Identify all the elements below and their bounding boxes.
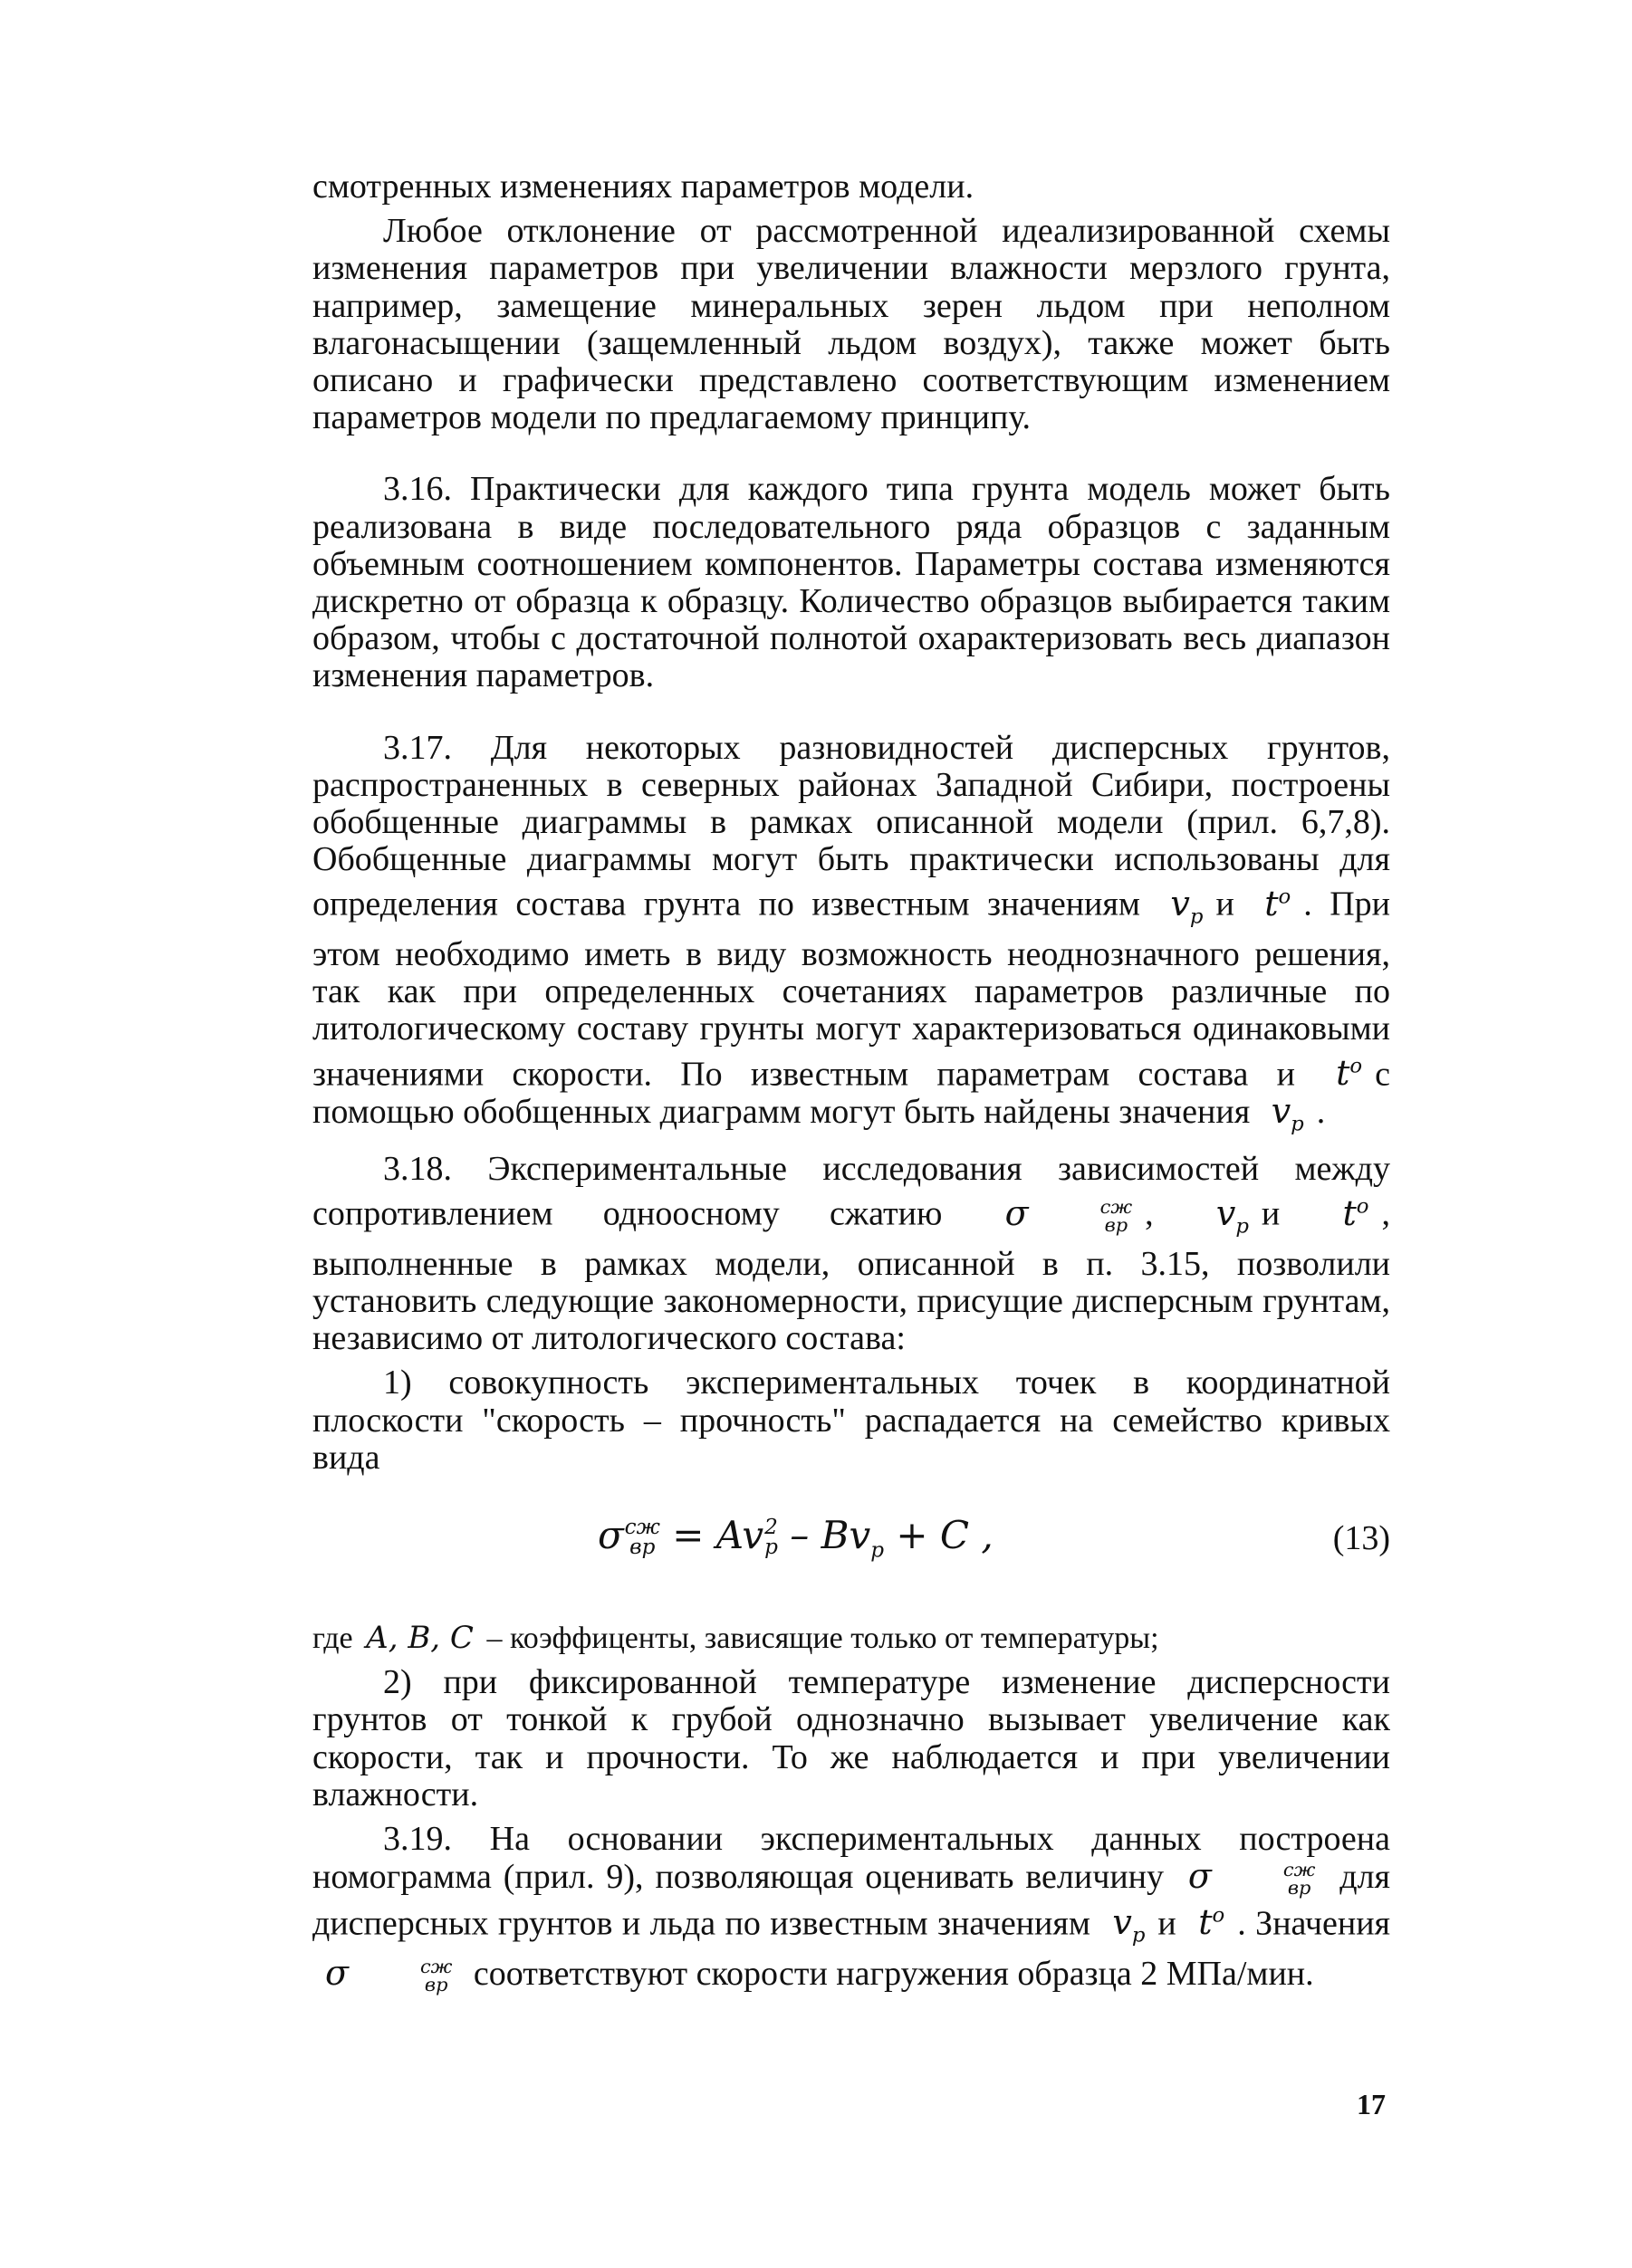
paragraph-3-16: 3.16. Практически для каждого типа грунта модель может быть реализована в виде последовательного ряда образцов с заданным объемным соотношением компонентов. Параметры состава изменяются дискретно от образца к образцу. Количество образцов выбирается таким образом, чтобы с достаточной полнотой охарактеризовать весь диапазон изменения параметров. (312, 470, 1390, 695)
paragraph-3-17 (312, 730, 1390, 1144)
p19-text-3: и (1157, 1904, 1176, 1943)
p19-text-5: соответствуют скорости нагружения образца 2 МПа/мин. (473, 1955, 1314, 1994)
formula-expression: σ сж вр = Av 2 p – $Bv_p + C$ , (598, 1513, 994, 1563)
p18-text-3: и (1261, 1195, 1281, 1234)
formula-13 (312, 1504, 1390, 1585)
p19-text-1: 3.19. На основании экспериментальных данных построена номограмма (прил. 9), позволяющая оценивать величину (312, 1820, 1390, 1897)
p18-text-4: , выполненные в рамках модели, описанной в п. 3.15, позволили установить следующие закономерности, присущие дисперсным грунтам, независимо от литологического состава: (312, 1195, 1391, 1358)
paragraph-3-19 (312, 1821, 1390, 1994)
body-text (312, 168, 1390, 1994)
temperature-symbol: $t^o$ (1336, 1053, 1363, 1094)
p19-text-2: для дисперсных грунтов и льда по известным значениям (312, 1858, 1391, 1943)
page-number: 17 (1357, 2088, 1386, 2120)
temperature-symbol: $t^o$ (1198, 1902, 1225, 1943)
paragraph-3-18 (312, 1151, 1390, 1357)
p17-text-2: и (1215, 885, 1234, 924)
velocity-symbol: $v_p$ (1271, 1091, 1304, 1136)
list-item-1: 1) совокупность экспериментальных точек в координатной плоскости "скорость – прочность" распадается на семейство кривых вида (312, 1364, 1390, 1477)
p19-text-4: . Значения (1237, 1904, 1391, 1943)
paragraph-model-deviation: Любое отклонение от рассмотренной идеализированной схемы изменения параметров при увеличении влажности мерзлого грунта, например, замещение минеральных зерен льдом при неполном влагонасыщении (защемленный льдом воздух), также может быть описано и графически представлено соответствующим изменением параметров модели по предлагаемому принципу. (312, 212, 1390, 437)
equation-number: (13) (1332, 1519, 1390, 1558)
p17-text-1: 3.17. Для некоторых разновидностей дисперсных грунтов, распространенных в северных районах Западной Сибири, построены обобщенные диаграммы в рамках описанной модели (прил. 6,7,8). Обобщенные диаграммы могут быть практически использованы для определения состава грунта по известным значениям (312, 728, 1390, 924)
p18-text-1: 3.18. Экспериментальные исследования зависимостей между сопротивлением одноосному сжатию (312, 1150, 1390, 1234)
velocity-symbol: $v_p$ (1215, 1193, 1249, 1239)
p18-text-2: , (1145, 1195, 1154, 1234)
temperature-symbol: $t^o$ (1264, 884, 1291, 924)
formula-explanation: где A, B, C – коэффиценты, зависящие только от температуры; (312, 1620, 1159, 1657)
strength-symbol: σ сж вр (1187, 1856, 1316, 1899)
strength-symbol: σ сж вр (1004, 1193, 1133, 1236)
velocity-symbol: $v_p$ (1112, 1902, 1146, 1947)
strength-symbol: σ сж вр (325, 1953, 453, 1995)
p17-text-3: . При этом необходимо иметь в виду возможность неоднозначного решения, так как при определенных сочетаниях параметров различные по литологическому составу грунты могут характеризоваться одинаковыми значениями скорости. По известным параметрам состава и (312, 885, 1391, 1094)
temperature-symbol: $t^o$ (1342, 1193, 1369, 1234)
paragraph-continuation: смотренных изменениях параметров модели. (312, 167, 974, 206)
list-item-2: 2) при фиксированной температуре изменение дисперсности грунтов от тонкой к грубой однозначно вызывает увеличение как скорости, так и прочности. То же наблюдается и при увеличении влажности. (312, 1663, 1390, 1813)
p17-text-5: . (1316, 1093, 1326, 1132)
p17-text-4: с помощью обобщенных диаграмм могут быть найдены значения (312, 1055, 1390, 1132)
velocity-symbol: $v_p$ (1170, 884, 1204, 929)
